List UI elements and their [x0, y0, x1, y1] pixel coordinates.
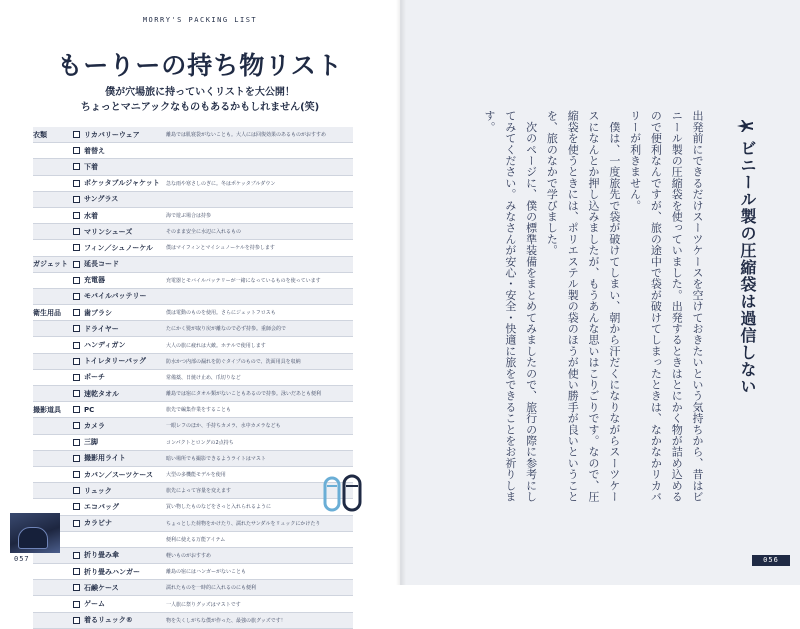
item-note: 大型の多機能モデルを使用 — [166, 472, 226, 479]
checkbox-icon — [73, 390, 80, 397]
body-paragraph: 次のページに、僕の標準装備をまとめてみましたので、旅行の際に参考にしてみてください。みなさんが安心・安全・快適に旅をできることをお祈りします。 — [483, 110, 538, 502]
item-note: 軽いものがおすすめ — [166, 552, 212, 559]
checkbox-icon — [73, 374, 80, 381]
body-paragraph: 僕は、一度旅先で袋が破けてしまい、朝から汗だくになりながらスーツケースになんとか押し込みましたが、もうあんな思いはこりごりです。なので、圧縮袋を使うときには、ポリエステル製の袋のほうが使い勝手が良いということを、旅のなかで学びました。 — [545, 110, 621, 502]
item-name: 撮影用ライト — [84, 454, 126, 463]
checkbox-icon — [73, 244, 80, 251]
packing-list-row — [33, 127, 353, 143]
book-gutter — [396, 0, 406, 585]
carabiner-icon — [322, 474, 364, 514]
item-note: 海で遊ぶ場合は持参 — [166, 213, 212, 220]
packing-list-row — [33, 273, 353, 289]
item-note: 一人旅に祭りグッズはマストです — [166, 601, 241, 608]
checkbox-icon — [73, 552, 80, 559]
item-name: 充電器 — [84, 276, 105, 285]
tent-photo — [10, 513, 60, 553]
checkbox-icon — [73, 325, 80, 332]
checkbox-icon — [73, 617, 80, 624]
item-note: 旅先で編集作業をすることも — [166, 407, 232, 414]
item-name: エコバッグ — [84, 502, 119, 511]
checkbox-icon — [73, 406, 80, 413]
item-note: 買い物したものなどをさっと入れられるように — [166, 504, 272, 511]
checkbox-icon — [73, 228, 80, 235]
item-name: 歯ブラシ — [84, 308, 112, 317]
checkbox-icon — [73, 147, 80, 154]
packing-list-row — [33, 596, 353, 612]
item-name: トイレタリーバッグ — [84, 357, 147, 366]
packing-list-row — [33, 143, 353, 159]
item-note: 濡れたものを一時的に入れるのにも便利 — [166, 585, 257, 592]
airplane-icon — [735, 116, 755, 136]
item-name: 三脚 — [84, 438, 98, 447]
item-name: カメラ — [84, 421, 105, 430]
item-note: 離島では肌寝袋がないことも。大人には回復効果のあるものがおすすめ — [166, 132, 327, 139]
item-name: 下着 — [84, 162, 98, 171]
checkbox-icon — [73, 180, 80, 187]
item-note: 僕は電動のものを使用。さらにジェットフロスも — [166, 310, 276, 317]
item-name: 延長コード — [84, 260, 119, 269]
item-note: コンパクトとロングの2点持ち — [166, 439, 234, 446]
item-note: そのまま安全に水辺に入れるもの — [166, 229, 242, 236]
packing-list-row — [33, 548, 353, 564]
packing-list-row — [33, 370, 353, 386]
checkbox-icon — [73, 520, 80, 527]
packing-list-row — [33, 516, 353, 532]
packing-list-row — [33, 532, 353, 548]
item-name: ポケッタブルジャケット — [84, 179, 160, 188]
item-name: PC — [84, 405, 95, 414]
item-name: 着るリュック® — [84, 616, 133, 625]
intro-line-1: 僕が穴場旅に持っていくリストを大公開！ — [105, 87, 295, 98]
article-body — [478, 110, 707, 510]
left-page — [0, 0, 400, 625]
section-heading: ビニール製の圧縮袋は過信しない — [738, 140, 757, 395]
checkbox-icon — [73, 131, 80, 138]
item-name: フィン／シュノーケル — [84, 243, 153, 252]
checkbox-icon — [73, 342, 80, 349]
packing-list-row — [33, 354, 353, 370]
item-name: モバイルバッテリー — [84, 292, 147, 301]
checkbox-icon — [73, 439, 80, 446]
checkbox-icon — [73, 212, 80, 219]
packing-list-row — [33, 224, 353, 240]
page-number-left: 057 — [14, 555, 30, 563]
packing-list-row — [33, 240, 353, 256]
item-note: 旅先によって容量を変えます — [166, 488, 232, 495]
checkbox-icon — [73, 601, 80, 608]
page-number-right: 056 — [752, 555, 790, 566]
item-note: 常備薬、日焼け止め、爪切りなど — [166, 374, 241, 381]
item-name: カバン／スーツケース — [84, 470, 153, 479]
category-label: 衣類 — [33, 130, 47, 139]
intro-line-2: ちょっとマニアックなものもあるかもしれません(笑) — [80, 102, 320, 113]
packing-list-row — [33, 467, 353, 483]
item-note: 物を失くしがちな僕が作った、最強の旅グッズです！ — [166, 617, 286, 624]
item-note: ちょっとした荷物をかけたり、濡れたサンダルをリュックにかけたり — [166, 520, 321, 527]
packing-list-row — [33, 208, 353, 224]
checkbox-icon — [73, 358, 80, 365]
item-note: 大人の旅に疲れは大敵。ホテルで使用します — [166, 342, 266, 349]
packing-list-row — [33, 580, 353, 596]
category-label: 撮影道具 — [33, 405, 61, 414]
checkbox-icon — [73, 422, 80, 429]
packing-list-row — [33, 613, 353, 629]
packing-list-row — [33, 451, 353, 467]
item-name: 着替え — [84, 146, 105, 155]
packing-list-row — [33, 176, 353, 192]
tent-shape — [18, 527, 48, 549]
body-paragraph: 出発前にできるだけスーツケースを空けておきたいという気持ちから、昔はビニール製の圧縮袋を使っていました。出発するときはとにかく物が詰め込めるので便利なんですが、旅の途中で袋が破けてしまったときは、なかなかリカバリーが利きません。 — [628, 110, 704, 502]
category-label: ガジェット — [33, 260, 68, 269]
packing-list-row — [33, 289, 353, 305]
packing-list-row — [33, 386, 353, 402]
packing-list — [33, 127, 353, 629]
item-name: 折り畳み傘 — [84, 551, 119, 560]
item-name: 折り畳みハンガー — [84, 567, 140, 576]
checkbox-icon — [73, 584, 80, 591]
item-name: ポーチ — [84, 373, 105, 382]
item-note: 暗い場所でも撮影できるようライトはマスト — [166, 455, 266, 462]
packing-list-row — [33, 418, 353, 434]
checkbox-icon — [73, 471, 80, 478]
checkbox-icon — [73, 487, 80, 494]
packing-list-row — [33, 564, 353, 580]
item-note: 便利に使える万能アイテム — [166, 536, 226, 543]
item-note: 離島では宿にタオル類がないこともあるので持参。泳いだあとも便利 — [166, 391, 322, 398]
packing-list-kicker: MORRY'S PACKING LIST — [142, 16, 258, 24]
item-note: 一眼レフのほか、手持ちカメラ、水中カメラなども — [166, 423, 281, 430]
checkbox-icon — [73, 293, 80, 300]
item-note: 離島の宿にはハンガーがないことも — [166, 569, 247, 576]
packing-list-row — [33, 305, 353, 321]
checkbox-icon — [73, 503, 80, 510]
packing-list-row — [33, 321, 353, 337]
checkbox-icon — [73, 455, 80, 462]
page-title: もーりーの持ち物リスト — [57, 51, 343, 80]
checkbox-icon — [73, 568, 80, 575]
packing-list-row — [33, 435, 353, 451]
item-note: 充電器とモバイルバッテリーが一緒になっているものを使っています — [166, 277, 321, 284]
item-name: マリンシューズ — [84, 227, 133, 236]
packing-list-row — [33, 192, 353, 208]
item-name: リュック — [84, 486, 112, 495]
item-name: サングラス — [84, 195, 119, 204]
item-name: ゲーム — [84, 600, 105, 609]
item-name: ハンディガン — [84, 341, 126, 350]
item-name: ドライヤー — [84, 324, 119, 333]
checkbox-icon — [73, 309, 80, 316]
packing-list-row — [33, 483, 353, 499]
item-note: 防水かつ内部の漏れを防ぐタイプのもので、洗面用具を収納 — [166, 358, 301, 365]
item-note: 僕はマイフィンとマイシュノーケルを持参します — [166, 245, 275, 252]
item-note: 急な雨や寒さしのぎに。冬はポケッタブルダウン — [166, 180, 276, 187]
category-label: 衛生用品 — [33, 308, 61, 317]
packing-list-row — [33, 402, 353, 418]
item-name: 石鹸ケース — [84, 583, 119, 592]
checkbox-icon — [73, 277, 80, 284]
item-name: カラビナ — [84, 519, 112, 528]
item-note: たにかく髪が取り戻が離なので必ず持参。重師会的で — [166, 326, 287, 333]
item-name: 速乾タオル — [84, 389, 119, 398]
checkbox-icon — [73, 261, 80, 268]
packing-list-row — [33, 159, 353, 175]
checkbox-icon — [73, 163, 80, 170]
packing-list-row — [33, 257, 353, 273]
item-name: 水着 — [84, 211, 98, 220]
item-name: リカバリーウェア — [84, 130, 140, 139]
packing-list-row — [33, 499, 353, 515]
packing-list-row — [33, 337, 353, 353]
checkbox-icon — [73, 196, 80, 203]
intro-text — [0, 85, 400, 115]
